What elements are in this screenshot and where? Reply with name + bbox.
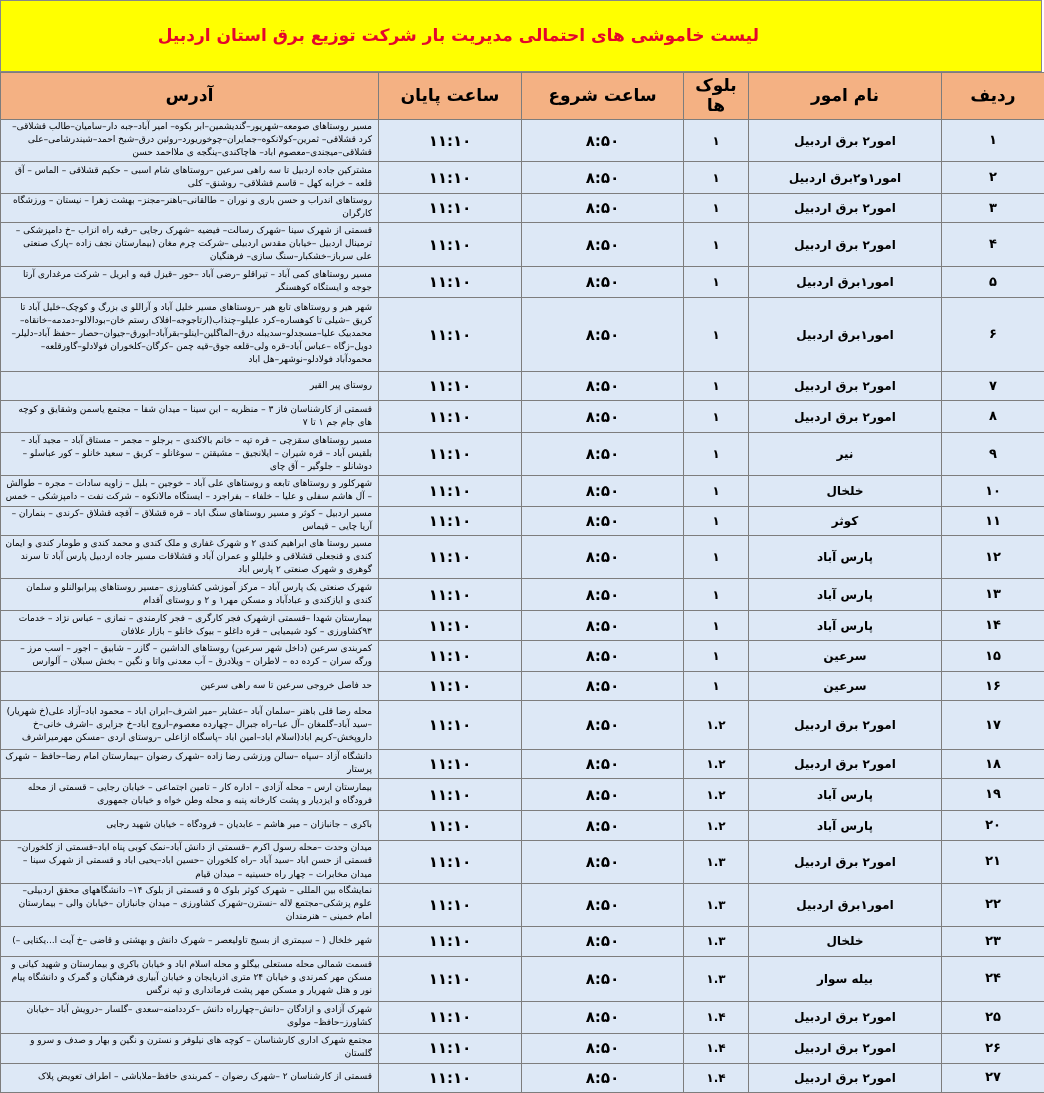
area-name-cell: امور۱برق اردبیل (749, 267, 942, 298)
area-name-cell: امور۲ برق اردبیل (749, 750, 942, 779)
row-number-cell: ۲۱ (942, 841, 1044, 883)
end-time-cell: ۱۱:۱۰ (379, 926, 522, 956)
area-name-cell: امور۱برق اردبیل (749, 298, 942, 372)
blocks-cell: ۱.۴ (684, 1063, 749, 1092)
end-time-cell: ۱۱:۱۰ (379, 298, 522, 372)
row-number-cell: ۱۳ (942, 579, 1044, 611)
area-name-cell: امور۲ برق اردبیل (749, 1063, 942, 1092)
row-number-cell: ۱۱ (942, 507, 1044, 536)
blocks-cell: ۱.۳ (684, 883, 749, 926)
end-time-cell: ۱۱:۱۰ (379, 120, 522, 162)
area-name-cell: امور۲ برق اردبیل (749, 841, 942, 883)
table-row (1, 579, 1044, 611)
blocks-cell: ۱ (684, 672, 749, 701)
blocks-cell: ۱ (684, 641, 749, 672)
area-name-cell: امور۲ برق اردبیل (749, 223, 942, 267)
area-name-cell: پارس آباد (749, 779, 942, 811)
address-cell: بیمارستان ارس – محله آزادی – اداره کار – تامین اجتماعی – خیابان رجایی – قسمتی از محله فرودگاه و ایزدیار و پشت کارخانه پنبه و محله وطن خواه و خیابان جمهوری (1, 779, 379, 811)
start-time-cell: ۸:۵۰ (522, 372, 684, 401)
table-row (1, 611, 1044, 641)
start-time-cell: ۸:۵۰ (522, 579, 684, 611)
end-time-cell: ۱۱:۱۰ (379, 956, 522, 1001)
area-name-cell: امور۲ برق اردبیل (749, 120, 942, 162)
row-number-cell: ۴ (942, 223, 1044, 267)
end-time-cell: ۱۱:۱۰ (379, 1063, 522, 1092)
header-address: آدرس (1, 73, 379, 120)
blocks-cell: ۱ (684, 372, 749, 401)
row-number-cell: ۱۴ (942, 611, 1044, 641)
area-name-cell: امور۱و۲برق اردبیل (749, 162, 942, 194)
address-cell: شهرک صنعتی یک پارس آباد – مرکز آموزشی کشاورزی –مسیر روستاهای پیرابوالنلو و سلمان کندی و ایازکندی و عبادآباد و مسکن مهر۱ و ۲ و روستای آقدام (1, 579, 379, 611)
start-time-cell: ۸:۵۰ (522, 926, 684, 956)
table-row (1, 162, 1044, 194)
address-cell: باکری – جانبازان – میر هاشم – عابدیان – فرودگاه – خیابان شهید رجایی (1, 811, 379, 841)
blocks-cell: ۱ (684, 267, 749, 298)
end-time-cell: ۱۱:۱۰ (379, 162, 522, 194)
table-row (1, 401, 1044, 433)
address-cell: مشترکین جاده اردبیل تا سه راهی سرعین –روستاهای شام اسبی – حکیم قشلاقی – الماس – آق قلعه – خرابه کهل – قاسم قشلاقی– روشنق– کلی (1, 162, 379, 194)
row-number-cell: ۲۴ (942, 956, 1044, 1001)
blocks-cell: ۱ (684, 223, 749, 267)
end-time-cell: ۱۱:۱۰ (379, 267, 522, 298)
header-start-time: ساعت شروع (522, 73, 684, 120)
row-number-cell: ۲۵ (942, 1001, 1044, 1033)
end-time-cell: ۱۱:۱۰ (379, 536, 522, 579)
end-time-cell: ۱۱:۱۰ (379, 672, 522, 701)
area-name-cell: خلخال (749, 926, 942, 956)
row-number-cell: ۵ (942, 267, 1044, 298)
area-name-cell: امور۲ برق اردبیل (749, 372, 942, 401)
end-time-cell: ۱۱:۱۰ (379, 701, 522, 750)
area-name-cell: پارس آباد (749, 536, 942, 579)
header-blocks: بلوک ها (684, 73, 749, 120)
end-time-cell: ۱۱:۱۰ (379, 507, 522, 536)
end-time-cell: ۱۱:۱۰ (379, 641, 522, 672)
header-end-time: ساعت پایان (379, 73, 522, 120)
address-cell: مسیر روستاهای صومعه–شهریور–گندیشمین–ابر بکوه– امیر آباد–جبه دار–سامیان–طالب قشلاقی–کرد قشلاقی– ثمرین–کولانکوه–جمایران–چوخوریورد–روئین درق–شیخ احمد–شیندرشامی–علی قشلاقی–میجندی–معصوم اباد– هاچاکندی–ینگجه ی ملااحمد حسن (1, 120, 379, 162)
table-row (1, 372, 1044, 401)
table-row (1, 779, 1044, 811)
address-cell: بیمارستان شهدا –قسمتی ازشهرک فجر کارگری – فجر کارمندی – نمازی – عباس نژاد – خدمات ۹۳کشاورزی – کود شیمیایی – قره داغلو – بیوک خانلو – بازار علافان (1, 611, 379, 641)
address-cell: قسمت شمالی محله مستعلی بیگلو و محله اسلام اباد و خیابان باکری و بیمارستان و شهید کیانی و مسکن مهر کمرندی و خیابان ۲۴ متری اذربایجان و خیابان آبیاری فرهنگیان و گمرک و دانشگاه پیام نور و هتل شهریار و مسکن مهر پشت فرمانداری و تپه نرگس (1, 956, 379, 1001)
start-time-cell: ۸:۵۰ (522, 1033, 684, 1063)
area-name-cell: امور۲ برق اردبیل (749, 401, 942, 433)
blocks-cell: ۱.۴ (684, 1001, 749, 1033)
address-cell: روستای پیر القیر (1, 372, 379, 401)
area-name-cell: سرعین (749, 641, 942, 672)
table-row (1, 476, 1044, 507)
page-title-banner (0, 0, 1042, 72)
area-name-cell: امور۲ برق اردبیل (749, 194, 942, 223)
blocks-cell: ۱ (684, 120, 749, 162)
blocks-cell: ۱.۳ (684, 926, 749, 956)
table-row (1, 1063, 1044, 1092)
address-cell: دانشگاه آزاد –سپاه –سالن ورزشی رضا زاده –شهرک رضوان –بیمارستان امام رضا–حافظ – شهرک پرستار (1, 750, 379, 779)
area-name-cell: خلخال (749, 476, 942, 507)
address-cell: شهرکلور و روستاهای تابعه و روستاهای علی آباد – خوجین – بلبل – زاویه سادات – مجره – طوالش – آل هاشم سفلی و علیا – خلفاء – بفراجرد – ایستگاه مالانکوه – شرکت نفت – دامپزشکی – خمس (1, 476, 379, 507)
start-time-cell: ۸:۵۰ (522, 507, 684, 536)
end-time-cell: ۱۱:۱۰ (379, 476, 522, 507)
row-number-cell: ۸ (942, 401, 1044, 433)
table-row (1, 883, 1044, 926)
start-time-cell: ۸:۵۰ (522, 883, 684, 926)
start-time-cell: ۸:۵۰ (522, 811, 684, 841)
table-row (1, 672, 1044, 701)
table-row (1, 433, 1044, 476)
table-row (1, 1033, 1044, 1063)
blocks-cell: ۱ (684, 194, 749, 223)
area-name-cell: نیر (749, 433, 942, 476)
address-cell: روستاهای اندراب و حسن باری و نوران – طالقانی–باهنر–مجنز– بهشت زهرا – نیستان – ورزشگاه کارگران (1, 194, 379, 223)
start-time-cell: ۸:۵۰ (522, 1063, 684, 1092)
address-cell: شهر هیر و روستاهای تابع هیر –روستاهای مسیر خلیل آباد و آراللو ی بزرگ و کوچک–خلیل آباد تا کریق –شیلی تا کوهساره–کرد علیلو–چنذاب(ارتاجوجه–افلاک رستم خان–بودالالو–دمدمه–خانقاه–محمدبیک علیا–مسجدلو–سدیبله درق–الماگلین–اینلو–بقرآباد–ابورق–جیوان–حصار –حفظ آباد–دلیلر–دویل–زگاه –عباس آباد–قره ولی–قلعه جوق–قیه چمن –کرگان–کلخوران فولادلو–گاورقلعه–محمودآباد فولادلو–نوشهر–هل اباد (1, 298, 379, 372)
start-time-cell: ۸:۵۰ (522, 476, 684, 507)
start-time-cell: ۸:۵۰ (522, 120, 684, 162)
area-name-cell: بیله سوار (749, 956, 942, 1001)
table-row (1, 701, 1044, 750)
address-cell: حد فاصل خروجی سرعین تا سه راهی سرعین (1, 672, 379, 701)
end-time-cell: ۱۱:۱۰ (379, 883, 522, 926)
start-time-cell: ۸:۵۰ (522, 536, 684, 579)
table-row (1, 536, 1044, 579)
area-name-cell: امور۲ برق اردبیل (749, 1033, 942, 1063)
start-time-cell: ۸:۵۰ (522, 194, 684, 223)
row-number-cell: ۲۷ (942, 1063, 1044, 1092)
row-number-cell: ۲ (942, 162, 1044, 194)
row-number-cell: ۱۶ (942, 672, 1044, 701)
end-time-cell: ۱۱:۱۰ (379, 401, 522, 433)
address-cell: قسمتی از شهرک سینا –شهرک رسالت– فیضیه –شهرک رجایی –رقیه راه انزاب –خ دامپزشکی –ترمینال اردبیل –خیابان مقدس اردبیلی –شرکت چرم مغان (بیمارستان نجف زاده –پارک صنعتی علی سرباز–خشکبار–سنگ سازی– فرهنگیان (1, 223, 379, 267)
table-row (1, 841, 1044, 883)
table-header-row (1, 73, 1044, 120)
start-time-cell: ۸:۵۰ (522, 841, 684, 883)
row-number-cell: ۶ (942, 298, 1044, 372)
end-time-cell: ۱۱:۱۰ (379, 194, 522, 223)
start-time-cell: ۸:۵۰ (522, 641, 684, 672)
header-row-number: ردیف (942, 73, 1044, 120)
blocks-cell: ۱.۳ (684, 841, 749, 883)
blocks-cell: ۱.۲ (684, 779, 749, 811)
start-time-cell: ۸:۵۰ (522, 298, 684, 372)
address-cell: مسیر روستاهای سقزچی – قره تپه – خانم بالاکندی – برجلو – مجمر – مستاق آباد – مجید آباد – بلقیس آباد – قره شیران – ایلانجیق – مشیقتن – سوغانلو – کریق – سعید خانلو – کور عباسلو – دوشانلو – جلوگیر – آق چای (1, 433, 379, 476)
address-cell: نمایشگاه بین المللی – شهرک کوثر بلوک ۵ و قسمتی از بلوک ۱۴– دانشگاههای محقق اردبیلی–علوم پزشکی–مجتمع لاله –نسترن–شهرک کشاورزی – میدان جانبازان –خیابان والی – بیمارستان امام خمینی – هنرمندان (1, 883, 379, 926)
address-cell: مجتمع شهرک اداری کارشناسان – کوچه های نیلوفر و نسترن و نگین و بهار و صدف و سرو و گلستان (1, 1033, 379, 1063)
blocks-cell: ۱.۲ (684, 701, 749, 750)
blocks-cell: ۱.۳ (684, 956, 749, 1001)
table-row (1, 298, 1044, 372)
start-time-cell: ۸:۵۰ (522, 611, 684, 641)
row-number-cell: ۲۳ (942, 926, 1044, 956)
end-time-cell: ۱۱:۱۰ (379, 579, 522, 611)
blocks-cell: ۱ (684, 476, 749, 507)
end-time-cell: ۱۱:۱۰ (379, 1033, 522, 1063)
row-number-cell: ۱۷ (942, 701, 1044, 750)
row-number-cell: ۱۹ (942, 779, 1044, 811)
blocks-cell: ۱ (684, 162, 749, 194)
start-time-cell: ۸:۵۰ (522, 433, 684, 476)
blocks-cell: ۱ (684, 579, 749, 611)
table-row (1, 1001, 1044, 1033)
blocks-cell: ۱.۴ (684, 1033, 749, 1063)
row-number-cell: ۱۰ (942, 476, 1044, 507)
blocks-cell: ۱.۲ (684, 750, 749, 779)
start-time-cell: ۸:۵۰ (522, 750, 684, 779)
row-number-cell: ۲۰ (942, 811, 1044, 841)
end-time-cell: ۱۱:۱۰ (379, 372, 522, 401)
address-cell: قسمتی از کارشناسان ۲ –شهرک رضوان – کمربندی حافظ–ملاباشی – اطراف تعویض پلاک (1, 1063, 379, 1092)
start-time-cell: ۸:۵۰ (522, 956, 684, 1001)
outage-schedule-table (0, 72, 1044, 1093)
table-row (1, 926, 1044, 956)
table-row (1, 811, 1044, 841)
start-time-cell: ۸:۵۰ (522, 267, 684, 298)
address-cell: میدان وحدت –محله رسول اکرم –قسمتی از دانش آباد–نمک کوبی پناه اباد–قسمتی از کلخوران–قسمتی از حسن اباد –سید آباد –راه کلخوران –حسین اباد–یحیی اباد و قسمتی از شهرک سینا –میدان مخابرات – چهار راه حسینیه – میدان قیام (1, 841, 379, 883)
area-name-cell: امور۱برق اردبیل (749, 883, 942, 926)
table-row (1, 956, 1044, 1001)
row-number-cell: ۱۲ (942, 536, 1044, 579)
start-time-cell: ۸:۵۰ (522, 779, 684, 811)
row-number-cell: ۲۶ (942, 1033, 1044, 1063)
address-cell: محله رضا قلی باهنر –سلمان آباد –عشایر –میر اشرف–ابران اباد – محمود اباد–آزاد علی(خ شهریار) –سید آباد–گلمغان –آل عبا–راه جبرال –چهارده معصوم–اروج اباد–خ جزایری –اشرف خانی–خ داروپخش–کریم اباد(اسلام اباد–امین اباد –پاسگاه ازاعلی –روستای اردی –مسکن مهرمیراشرف (1, 701, 379, 750)
end-time-cell: ۱۱:۱۰ (379, 779, 522, 811)
start-time-cell: ۸:۵۰ (522, 162, 684, 194)
row-number-cell: ۱۸ (942, 750, 1044, 779)
blocks-cell: ۱ (684, 401, 749, 433)
area-name-cell: امور۲ برق اردبیل (749, 1001, 942, 1033)
address-cell: مسیر روستا های ابراهیم کندی ۲ و شهرک غفاری و ملک کندی و محمد کندی و طومار کندی و ایمان کندی و قنجعلی قشلاقی و خلیللو و عمران آباد و قشلاقات مسیر جاده اردبیل پارس آباد تا سرند گوهری و شهرک صنعتی ۲ پارس اباد (1, 536, 379, 579)
end-time-cell: ۱۱:۱۰ (379, 433, 522, 476)
table-row (1, 120, 1044, 162)
address-cell: کمربندی سرعین (داخل شهر سرعین) روستاهای الداشین – گازر – شابیق – اجور – اسب مرز – ورگه سران – کرده ده – لاطران – ویلادرق – آب معدنی واتا و نگین – بخش سبلان – آلوارس (1, 641, 379, 672)
row-number-cell: ۱ (942, 120, 1044, 162)
row-number-cell: ۹ (942, 433, 1044, 476)
end-time-cell: ۱۱:۱۰ (379, 811, 522, 841)
start-time-cell: ۸:۵۰ (522, 223, 684, 267)
page-title: لیست خاموشی های احتمالی مدیریت بار شرکت توزیع برق استان اردبیل (158, 26, 759, 46)
end-time-cell: ۱۱:۱۰ (379, 841, 522, 883)
start-time-cell: ۸:۵۰ (522, 701, 684, 750)
header-area-name: نام امور (749, 73, 942, 120)
table-row (1, 267, 1044, 298)
row-number-cell: ۱۵ (942, 641, 1044, 672)
start-time-cell: ۸:۵۰ (522, 401, 684, 433)
blocks-cell: ۱ (684, 433, 749, 476)
area-name-cell: سرعین (749, 672, 942, 701)
table-row (1, 223, 1044, 267)
end-time-cell: ۱۱:۱۰ (379, 1001, 522, 1033)
area-name-cell: پارس آباد (749, 611, 942, 641)
address-cell: شهرک آزادی و ازادگان –دانش–چهارراه دانش –کرددامنه–سعدی –گلسار –درویش آباد –خیابان کشاورز–حافظ– مولوی (1, 1001, 379, 1033)
blocks-cell: ۱ (684, 611, 749, 641)
blocks-cell: ۱ (684, 298, 749, 372)
area-name-cell: پارس آباد (749, 811, 942, 841)
blocks-cell: ۱ (684, 536, 749, 579)
table-row (1, 641, 1044, 672)
blocks-cell: ۱ (684, 507, 749, 536)
table-row (1, 194, 1044, 223)
area-name-cell: پارس آباد (749, 579, 942, 611)
table-row (1, 507, 1044, 536)
end-time-cell: ۱۱:۱۰ (379, 223, 522, 267)
table-row (1, 750, 1044, 779)
end-time-cell: ۱۱:۱۰ (379, 611, 522, 641)
address-cell: مسیر روستاهای کمی آباد – تیراقلو –رضی آباد –حور –قیزل قیه و ابریل – شرکت مرغداری آرتا جوجه و ایستگاه کوهسنگر (1, 267, 379, 298)
address-cell: مسیر اردبیل – کوثر و مسیر روستاهای سنگ اباد – قره قشلاق – آقچه قشلاق –کرندی – بنماران – آریا چایی – قیماس (1, 507, 379, 536)
start-time-cell: ۸:۵۰ (522, 1001, 684, 1033)
row-number-cell: ۷ (942, 372, 1044, 401)
blocks-cell: ۱.۲ (684, 811, 749, 841)
address-cell: قسمتی از کارشناسان فاز ۳ – منظریه – ابن سینا – میدان شفا – مجتمع یاسمن وشقایق و کوچه های جام جم ۱ تا ۷ (1, 401, 379, 433)
start-time-cell: ۸:۵۰ (522, 672, 684, 701)
row-number-cell: ۲۲ (942, 883, 1044, 926)
area-name-cell: کوثر (749, 507, 942, 536)
row-number-cell: ۳ (942, 194, 1044, 223)
area-name-cell: امور۲ برق اردبیل (749, 701, 942, 750)
address-cell: شهر خلخال ( – سیمتری از بسیج تاولیعصر – شهرک دانش و بهشتی و قاضی –خ آیت ا...یکتایی –) (1, 926, 379, 956)
end-time-cell: ۱۱:۱۰ (379, 750, 522, 779)
